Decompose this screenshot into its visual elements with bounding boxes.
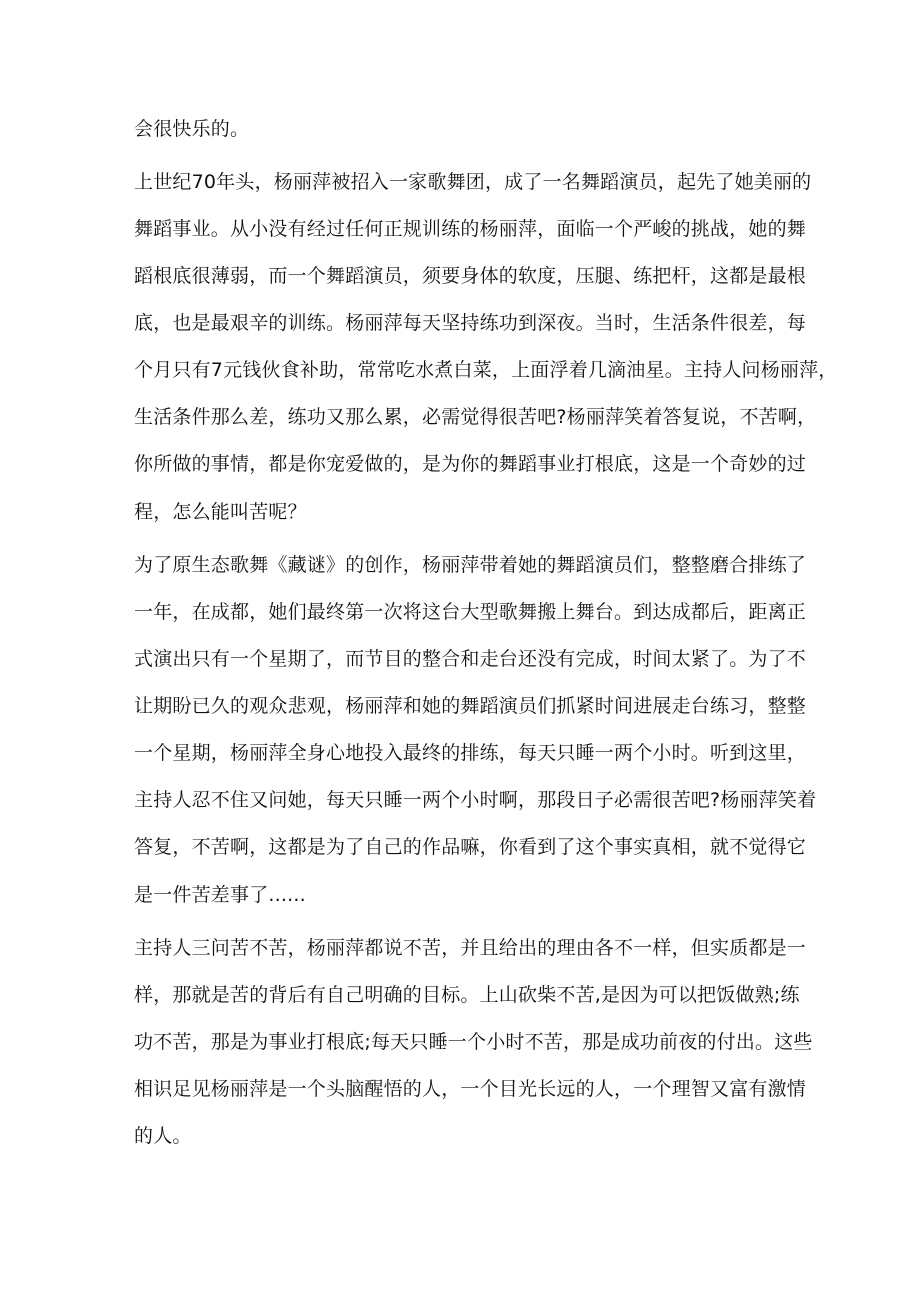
- text-line: 的人。: [134, 1125, 192, 1147]
- text-line: 会很快乐的。: [134, 118, 250, 140]
- text-line: 个月只有7元钱伙食补助，常常吃水煮白菜，上面浮着几滴油星。主持人问杨丽萍，: [134, 359, 838, 381]
- text-line: 一个星期，杨丽萍全身心地投入最终的排练，每天只睡一两个小时。听到这里，: [134, 742, 807, 764]
- text-line: 功不苦，那是为事业打根底;每天只睡一个小时不苦，那是成功前夜的付出。这些: [134, 1031, 813, 1053]
- text-line: 相识足见杨丽萍是一个头脑醒悟的人，一个目光长远的人，一个理智又富有激情: [134, 1078, 807, 1100]
- text-line: 让期盼已久的观众悲观，杨丽萍和她的舞蹈演员们抓紧时间进展走台练习，整整: [134, 695, 807, 717]
- text-line: 主持人三问苦不苦，杨丽萍都说不苦，并且给出的理由各不一样，但实质都是一: [134, 937, 807, 959]
- text-line: 舞蹈事业。从小没有经过任何正规训练的杨丽萍，面临一个严峻的挑战，她的舞: [134, 218, 807, 240]
- text-line: 为了原生态歌舞《藏谜》的创作，杨丽萍带着她的舞蹈演员们，整整磨合排练了: [134, 554, 807, 576]
- text-line: 生活条件那么差，练功又那么累，必需觉得很苦吧?杨丽萍笑着答复说，不苦啊，: [134, 406, 817, 428]
- text-line: 答复，不苦啊，这都是为了自己的作品嘛，你看到了这个事实真相，就不觉得它: [134, 836, 807, 858]
- text-line: 程，怎么能叫苦呢？: [134, 501, 307, 523]
- text-line: 式演出只有一个星期了，而节目的整合和走台还没有完成，时间太紧了。为了不: [134, 648, 807, 670]
- text-line: 主持人忍不住又问她，每天只睡一两个小时啊，那段日子必需很苦吧?杨丽萍笑着: [134, 789, 817, 811]
- text-line: 上世纪70年头，杨丽萍被招入一家歌舞团，成了一名舞蹈演员，起先了她美丽的: [134, 171, 812, 193]
- text-line: 是一件苦差事了......: [134, 884, 306, 906]
- text-line: 蹈根底很薄弱，而一个舞蹈演员，须要身体的软度，压腿、练把杆，这都是最根: [134, 265, 807, 287]
- text-line: 你所做的事情，都是你宠爱做的，是为你的舞蹈事业打根底，这是一个奇妙的过: [134, 453, 807, 475]
- text-line: 底，也是最艰辛的训练。杨丽萍每天坚持练功到深夜。当时，生活条件很差，每: [134, 312, 807, 334]
- text-line: 一年，在成都，她们最终第一次将这台大型歌舞搬上舞台。到达成都后，距离正: [134, 601, 807, 623]
- text-line: 样，那就是苦的背后有自己明确的目标。上山砍柴不苦,是因为可以把饭做熟;练: [134, 984, 800, 1006]
